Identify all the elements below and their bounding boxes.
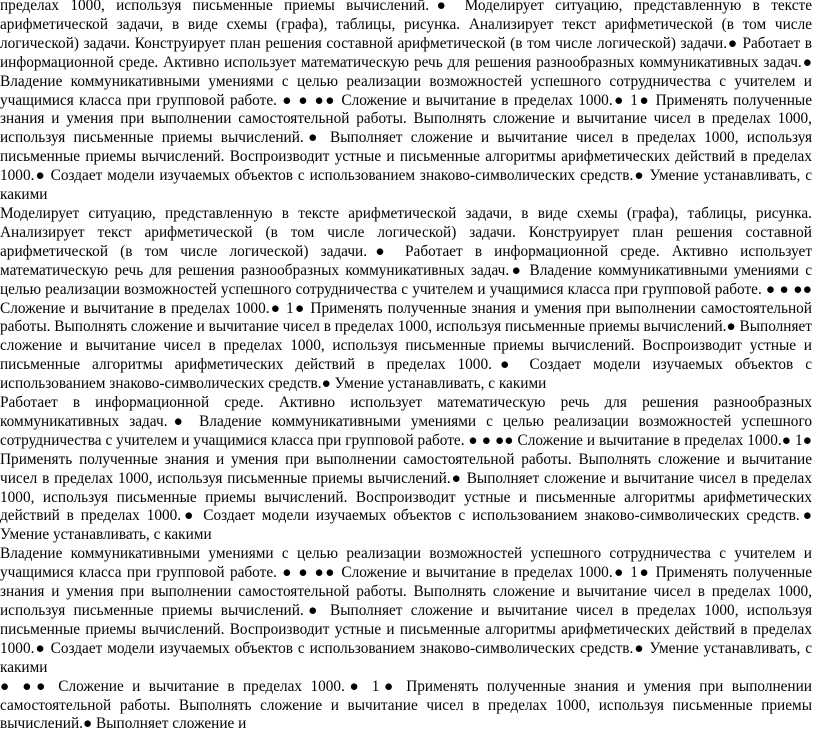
- paragraph-4: Владение коммуникативными умениями с целью реализации возможностей успешного сотрудничества с учителем и учащимися класса при групповой работе. ● ● ●● Сложение и вычитание в пределах 1000.● 1● Применять полученные знания и умения при выполнении самостоятельной работы. Выполнять сложение и вычитание чисел в пределах 1000, используя письменные приемы вычислений.● Выполняет сложение и вычитание чисел в пределах 1000, используя письменные приемы вычислений. Воспроизводит устные и письменные алгоритмы арифметических действий в пределах 1000.● Создает модели изучаемых объектов с использованием знаково-символических средств.● Умение устанавливать, с какими: [0, 545, 812, 676]
- paragraph-3: Работает в информационной среде. Активно использует математическую речь для решения разнообразных коммуникативных задач.● Владение коммуникативными умениями с целью реализации возможностей успешного сотрудничества с учителем и учащимися класса при групповой работе. ● ● ●● Сложение и вычитание в пределах 1000.● 1● Применять полученные знания и умения при выполнении самостоятельной работы. Выполнять сложение и вычитание чисел в пределах 1000, используя письменные приемы вычислений.● Выполняет сложение и вычитание чисел в пределах 1000, используя письменные приемы вычислений. Воспроизводит устные и письменные алгоритмы арифметических действий в пределах 1000.● Создает модели изучаемых объектов с использованием знаково-символических средств.● Умение устанавливать, с какими: [0, 394, 812, 544]
- paragraph-1: пределах 1000, используя письменные приемы вычислений.● Моделирует ситуацию, представленную в тексте арифметической задачи, в виде схемы (графа), таблицы, рисунка. Анализирует текст арифметической (в том числе логической) задачи. Конструирует план решения составной арифметической (в том числе логической) задачи.● Работает в информационной среде. Активно использует математическую речь для решения разнообразных коммуникативных задач.● Владение коммуникативными умениями с целью реализации возможностей успешного сотрудничества с учителем и учащимися класса при групповой работе. ● ● ●● Сложение и вычитание в пределах 1000.● 1● Применять полученные знания и умения при выполнении самостоятельной работы. Выполнять сложение и вычитание чисел в пределах 1000, используя письменные приемы вычислений.● Выполняет сложение и вычитание чисел в пределах 1000, используя письменные приемы вычислений. Воспроизводит устные и письменные алгоритмы арифметических действий в пределах 1000.● Создает модели изучаемых объектов с использованием знаково-символических средств.● Умение устанавливать, с какими: [0, 0, 812, 204]
- paragraph-5: ● ●● Сложение и вычитание в пределах 1000.● 1● Применять полученные знания и умения при выполнении самостоятельной работы. Выполнять сложение и вычитание чисел в пределах 1000, используя письменные приемы вычислений.● Выполняет сложение и: [0, 677, 812, 733]
- paragraph-2: Моделирует ситуацию, представленную в тексте арифметической задачи, в виде схемы (графа), таблицы, рисунка. Анализирует текст арифметической (в том числе логической) задачи. Конструирует план решения составной арифметической (в том числе логической) задачи.● Работает в информационной среде. Активно использует математическую речь для решения разнообразных коммуникативных задач.● Владение коммуникативными умениями с целью реализации возможностей успешного сотрудничества с учителем и учащимися класса при групповой работе. ● ● ●● Сложение и вычитание в пределах 1000.● 1● Применять полученные знания и умения при выполнении самостоятельной работы. Выполнять сложение и вычитание чисел в пределах 1000, используя письменные приемы вычислений.● Выполняет сложение и вычитание чисел в пределах 1000, используя письменные приемы вычислений. Воспроизводит устные и письменные алгоритмы арифметических действий в пределах 1000.● Создает модели изучаемых объектов с использованием знаково-символических средств.● Умение устанавливать, с какими: [0, 204, 812, 393]
